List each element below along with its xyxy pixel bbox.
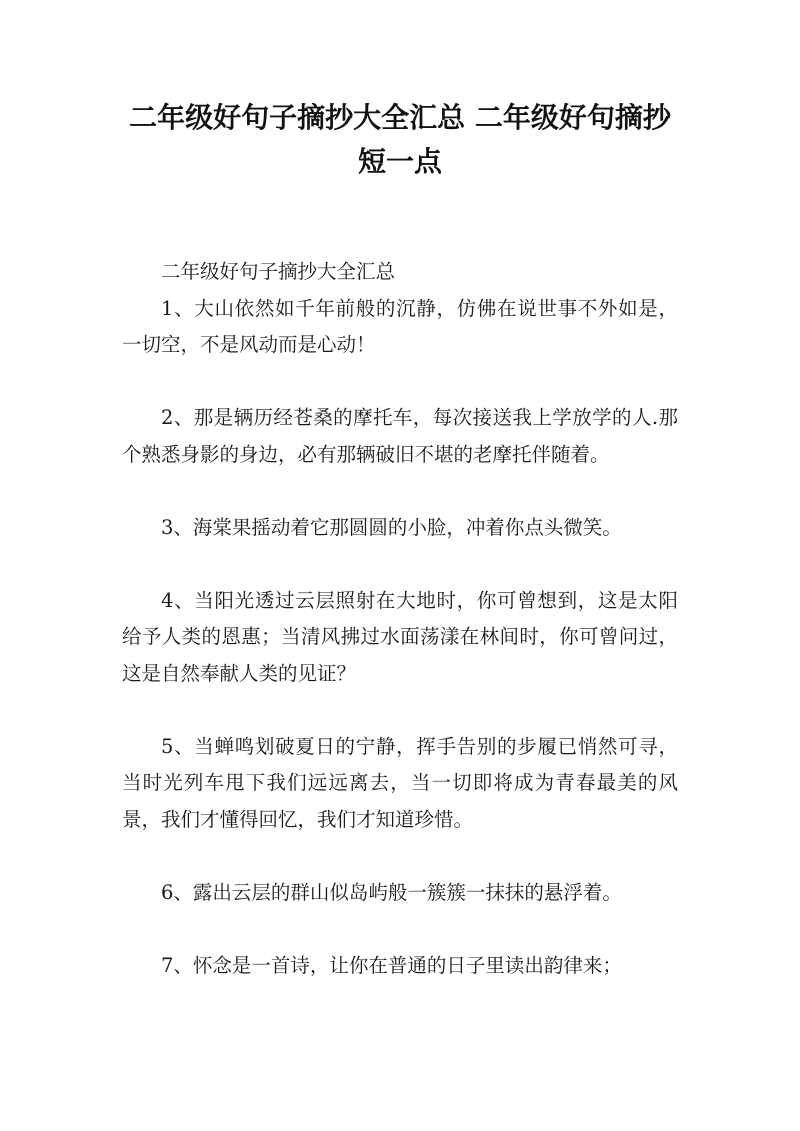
sentence-item-5: 5、当蝉鸣划破夏日的宁静，挥手告别的步履已悄然可寻，当时光列车甩下我们远远离去，当一切即将成为青春最美的风景，我们才懂得回忆，我们才知道珍惜。: [122, 734, 678, 831]
document-title: 二年级好句子摘抄大全汇总 二年级好句摘抄短一点: [129, 101, 671, 178]
intro-paragraph: 二年级好句子摘抄大全汇总: [161, 260, 396, 283]
sentence-item-3: 3、海棠果摇动着它那圆圆的小脸，冲着你点头微笑。: [161, 515, 622, 539]
sentence-item-2: 2、那是辆历经苍桑的摩托车，每次接送我上学放学的人.那个熟悉身影的身边，必有那辆破旧不堪的老摩托伴随着。: [122, 406, 678, 466]
document-body: [122, 254, 678, 984]
sentence-item-1: 1、大山依然如千年前般的沉静，仿佛在说世事不外如是，一切空，不是风动而是心动！: [122, 296, 678, 356]
sentence-item-4: 4、当阳光透过云层照射在大地时，你可曾想到，这是太阳给予人类的恩惠；当清风拂过水面荡漾在林间时，你可曾问过，这是自然奉献人类的见证？: [122, 588, 678, 685]
sentence-item-7: 7、怀念是一首诗，让你在普通的日子里读出韵律来；: [161, 953, 622, 977]
sentence-item-6: 6、露出云层的群山似岛屿般一簇簇一抹抹的悬浮着。: [161, 880, 622, 904]
